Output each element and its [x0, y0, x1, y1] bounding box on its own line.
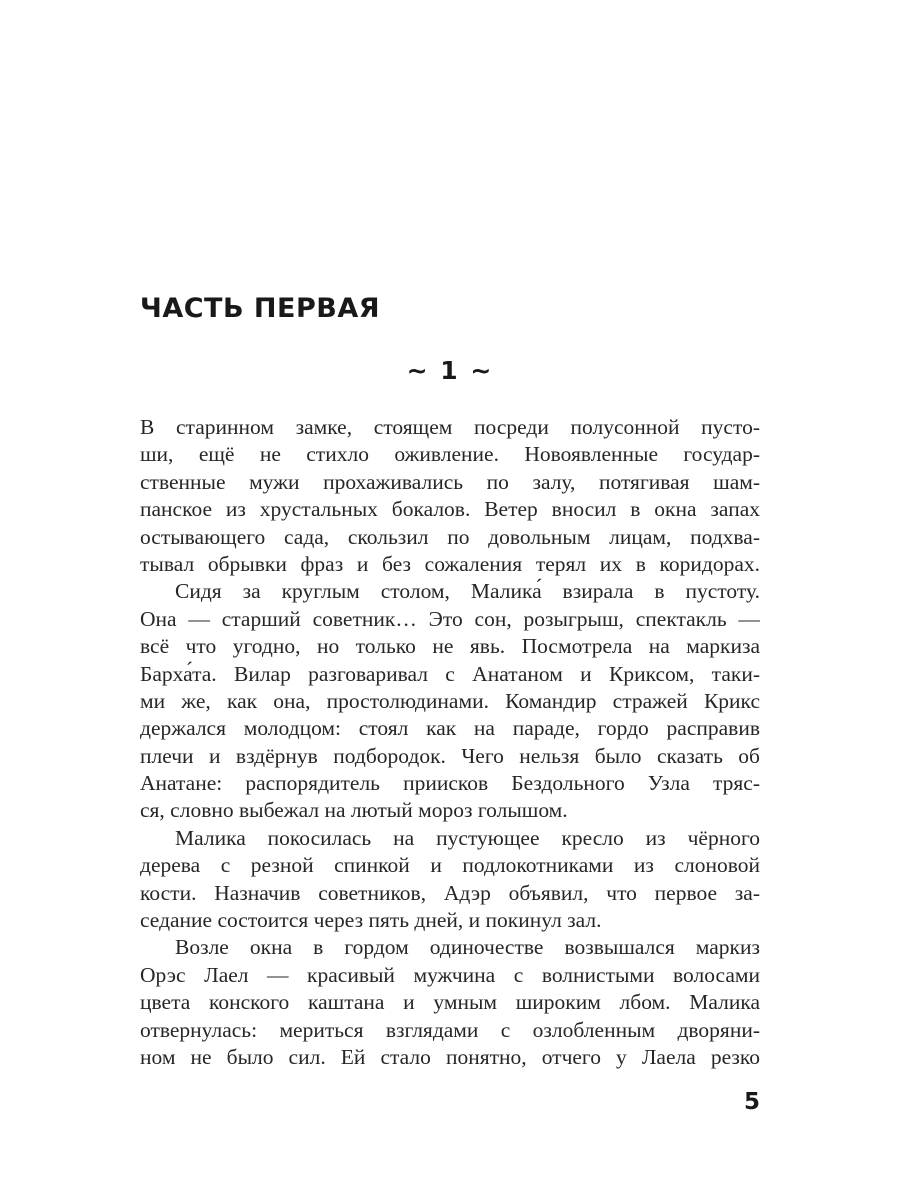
- body-text-line: остывающего сада, скользил по довольным лицам, подхва-: [140, 524, 760, 549]
- body-text-line: Барха́та. Вилар разговаривал с Анатаном и Криксом, таки-: [140, 661, 760, 686]
- body-text-line: Малика покосилась на пустующее кресло из чёрного: [175, 825, 760, 850]
- body-text-line: тывал обрывки фраз и без сожаления терял их в коридорах.: [140, 551, 760, 576]
- page-number: 5: [743, 1089, 760, 1115]
- body-text-line: кости. Назначив советников, Адэр объявил, что первое за-: [140, 880, 760, 905]
- body-text-line: отвернулась: мериться взглядами с озлобленным дворяни-: [140, 1017, 760, 1042]
- body-text-line: дерева с резной спинкой и подлокотниками из слоновой: [140, 853, 760, 878]
- body-text-line: всё что угодно, но только не явь. Посмотрела на маркиза: [140, 634, 760, 659]
- body-text-line: Она — старший советник… Это сон, розыгрыш, спектакль —: [140, 606, 760, 631]
- body-text-line: ся, словно выбежал на лютый мороз голышом.: [140, 798, 568, 823]
- body-text-line: ши, ещё не стихло оживление. Новоявленные государ-: [140, 442, 760, 467]
- body-text-line: Анатане: распорядитель приисков Бездольного Узла тряс-: [140, 771, 760, 796]
- body-text-line: седание состоится через пять дней, и покинул зал.: [140, 908, 602, 933]
- body-text-line: ственные мужи прохаживались по залу, потягивая шам-: [140, 469, 760, 494]
- body-text-line: ми же, как она, простолюдинами. Командир стражей Крикс: [140, 688, 760, 713]
- body-text-line: Орэс Лаел — красивый мужчина с волнистыми волосами: [140, 962, 760, 987]
- part-heading: ЧАСТЬ ПЕРВАЯ: [140, 293, 381, 324]
- body-text: [140, 414, 760, 1071]
- body-text-line: цвета конского каштана и умным широким лбом. Малика: [140, 990, 760, 1015]
- body-text-line: Возле окна в гордом одиночестве возвышался маркиз: [175, 935, 760, 960]
- body-text-line: ном не было сил. Ей стало понятно, отчего у Лаела резко: [140, 1044, 760, 1069]
- body-text-line: Сидя за круглым столом, Малика́ взирала в пустоту.: [175, 579, 760, 604]
- body-text-line: В старинном замке, стоящем посреди полусонной пусто-: [140, 415, 760, 439]
- body-text-line: плечи и вздёрнув подбородок. Чего нельзя было сказать об: [140, 743, 760, 768]
- chapter-marker: ~ 1 ~: [406, 356, 494, 385]
- body-text-line: панское из хрустальных бокалов. Ветер вносил в окна запах: [140, 497, 760, 522]
- body-text-line: держался молодцом: стоял как на параде, гордо расправив: [140, 716, 760, 741]
